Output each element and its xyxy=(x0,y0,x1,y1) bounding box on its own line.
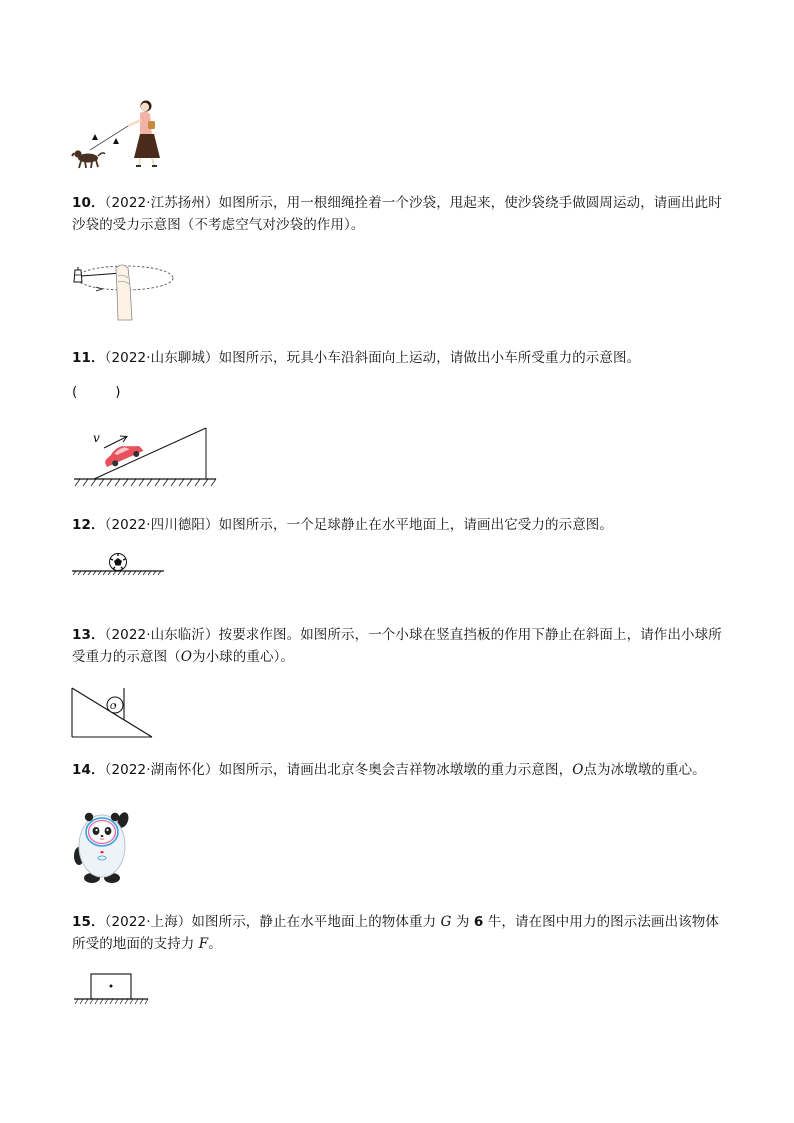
question-14 xyxy=(72,759,724,781)
center-of-mass-symbol: O xyxy=(180,649,192,665)
question-text: 如图所示，玩具小车沿斜面向上运动，请做出小车所受重力的示意图。 xyxy=(218,350,641,366)
question-source: （2022·山东临沂） xyxy=(104,627,219,643)
question-text: 如图所示，一个足球静止在水平地面上，请画出它受力的示意图。 xyxy=(218,517,613,533)
question-text: 为小球的重心）。 xyxy=(191,649,295,665)
center-of-mass-symbol: O xyxy=(572,762,584,778)
question-11 xyxy=(72,347,724,369)
ball-on-incline-with-baffle-figure xyxy=(72,686,156,740)
point-o-label: O xyxy=(110,702,117,711)
bing-dwen-dwen-mascot-figure xyxy=(72,806,132,886)
answer-blank[interactable] xyxy=(72,382,121,402)
blank-open-paren: ( xyxy=(72,384,78,400)
question-text: 点为冰墩墩的重心。 xyxy=(583,762,706,778)
support-force-symbol: F xyxy=(198,936,209,952)
question-text: 沙袋的受力示意图（不考虑空气对沙袋的作用）。 xyxy=(72,217,365,233)
question-text: 如图所示，请画出北京冬奥会吉祥物冰墩墩的重力示意图， xyxy=(218,762,573,778)
question-text: 牛，请在图中用力的图示法画出该物体 xyxy=(483,914,719,930)
gravity-symbol: G xyxy=(440,914,452,930)
toy-car-incline-figure xyxy=(72,424,222,490)
question-source: （2022·山东聊城） xyxy=(104,350,219,366)
question-text: 如图所示，用一根细绳拴着一个沙袋，甩起来，使沙袋绕手做圆周运动，请画出此时 xyxy=(218,195,722,211)
sandbag-circular-motion-figure xyxy=(70,256,180,326)
question-12 xyxy=(72,514,724,536)
question-text: 为 xyxy=(451,914,474,930)
question-number: 14． xyxy=(72,762,105,778)
question-source: （2022·江苏扬州） xyxy=(104,195,219,211)
soccer-ball-ground-figure xyxy=(72,550,166,580)
blank-close-paren: ) xyxy=(115,384,121,400)
woman-walking-dog-figure xyxy=(70,96,170,176)
velocity-label: v xyxy=(93,431,100,445)
question-text: 受重力的示意图（ xyxy=(72,649,181,665)
question-number: 13． xyxy=(72,627,105,643)
block-on-ground-figure xyxy=(72,972,152,1008)
question-13 xyxy=(72,624,724,668)
question-source: （2022·四川德阳） xyxy=(104,517,219,533)
question-text: 。 xyxy=(208,936,222,952)
question-number: 10． xyxy=(72,195,105,211)
question-number: 11． xyxy=(72,350,105,366)
weight-value: 6 xyxy=(473,914,484,930)
question-text: 如图所示，静止在水平地面上的物体重力 xyxy=(191,914,441,930)
question-text: 按要求作图。如图所示，一个小球在竖直挡板的作用下静止在斜面上，请作出小球所 xyxy=(218,627,722,643)
question-10 xyxy=(72,192,724,236)
question-number: 12． xyxy=(72,517,105,533)
question-text: 所受的地面的支持力 xyxy=(72,936,199,952)
question-number: 15． xyxy=(72,914,105,930)
question-source: （2022·湖南怀化） xyxy=(104,762,219,778)
question-15 xyxy=(72,911,724,955)
question-source: （2022·上海） xyxy=(104,914,192,930)
